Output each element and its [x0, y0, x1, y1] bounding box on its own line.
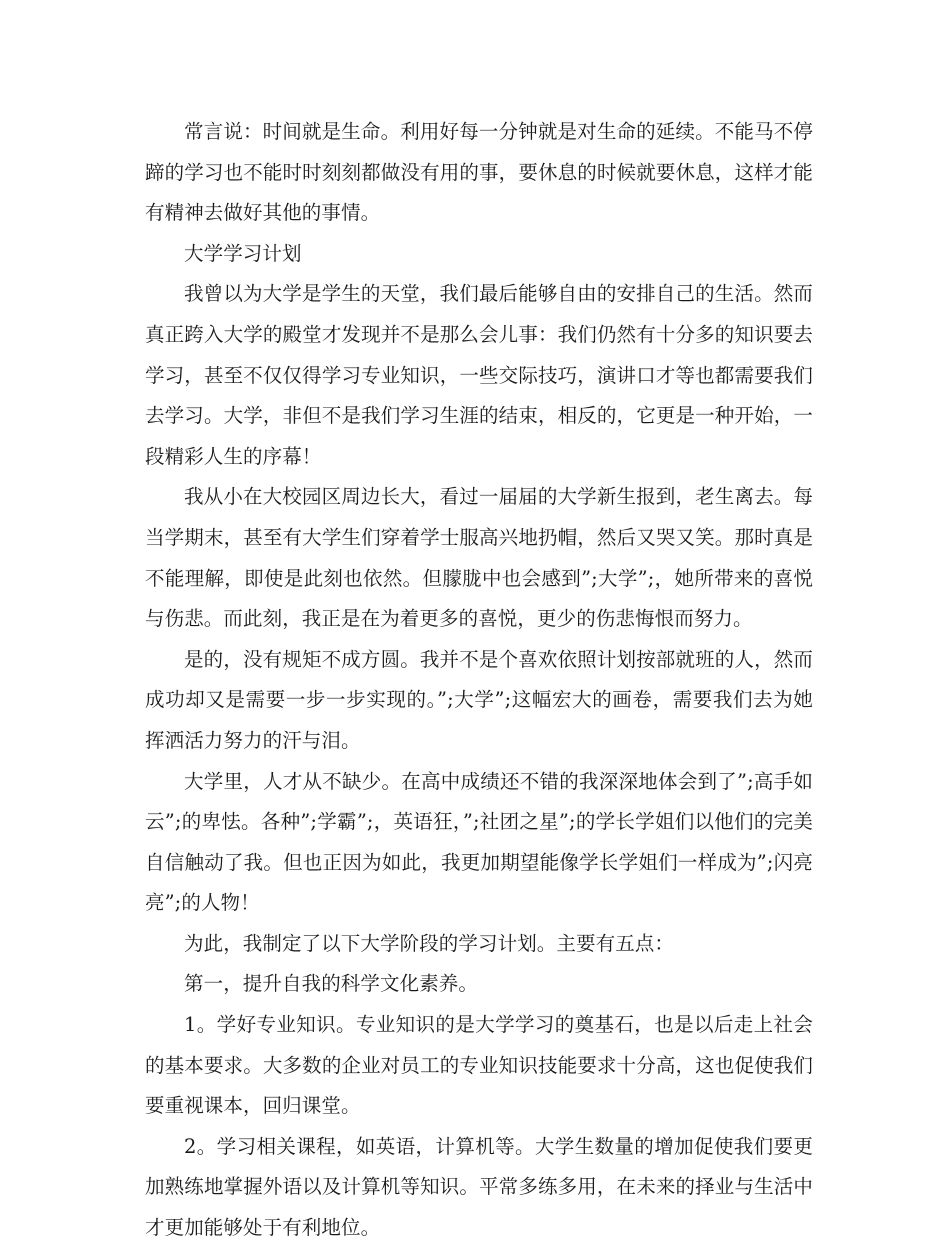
paragraph-item-1: 1。学好专业知识。专业知识的是大学学习的奠基石，也是以后走上社会的基本要求。大多数的企业对员工的专业知识技能要求十分高，这也促使我们要重视课本，回归课堂。 — [145, 1013, 813, 1118]
paragraph-point-one: 第一，提升自我的科学文化素养。 — [184, 972, 479, 996]
document-body — [145, 112, 813, 1249]
paragraph-five-points: 为此，我制定了以下大学阶段的学习计划。主要有五点： — [184, 931, 675, 955]
paragraph-talents: 大学里，人才从不缺少。在高中成绩还不错的我深深地体会到了”;高手如云”;的卑怯。各种”;学霸”;，英语狂，”;社团之星”;的学长学姐们以他们的完美自信触动了我。但也正因为如此，我更加期望能像学长学姐们一样成为”;闪亮亮”;的人物！ — [145, 769, 813, 915]
paragraph-university-heaven: 我曾以为大学是学生的天堂，我们最后能够自由的安排自己的生活。然而真正跨入大学的殿堂才发现并不是那么会儿事：我们仍然有十分多的知识要去学习，甚至不仅仅得学习专业知识，一些交际技巧，演讲口才等也都需要我们去学习。大学，非但不是我们学习生涯的结束，相反的，它更是一种开始，一段精彩人生的序幕！ — [145, 282, 813, 468]
paragraph-time-is-life: 常言说：时间就是生命。利用好每一分钟就是对生命的延续。不能马不停蹄的学习也不能时时刻刻都做没有用的事，要休息的时候就要休息，这样才能有精神去做好其他的事情。 — [145, 120, 813, 225]
paragraph-item-2: 2。学习相关课程，如英语，计算机等。大学生数量的增加促使我们要更加熟练地掌握外语以及计算机等知识。平常多练多用，在未来的择业与生活中才更加能够处于有利地位。 — [145, 1134, 813, 1240]
section-heading-study-plan: 大学学习计划 — [184, 241, 302, 265]
paragraph-rules-and-plan: 是的，没有规矩不成方圆。我并不是个喜欢依照计划按部就班的人，然而成功却又是需要一步一步实现的。”;大学”;这幅宏大的画卷，需要我们去为她挥洒活力努力的汗与泪。 — [145, 647, 813, 752]
paragraph-campus-childhood: 我从小在大校园区周边长大，看过一届届的大学新生报到，老生离去。每当学期末，甚至有大学生们穿着学士服高兴地扔帽，然后又哭又笑。那时真是不能理解，即使是此刻也依然。但朦胧中也会感到”;大学”;，她所带来的喜悦与伤悲。而此刻，我正是在为着更多的喜悦，更少的伤悲悔恨而努力。 — [145, 485, 813, 631]
